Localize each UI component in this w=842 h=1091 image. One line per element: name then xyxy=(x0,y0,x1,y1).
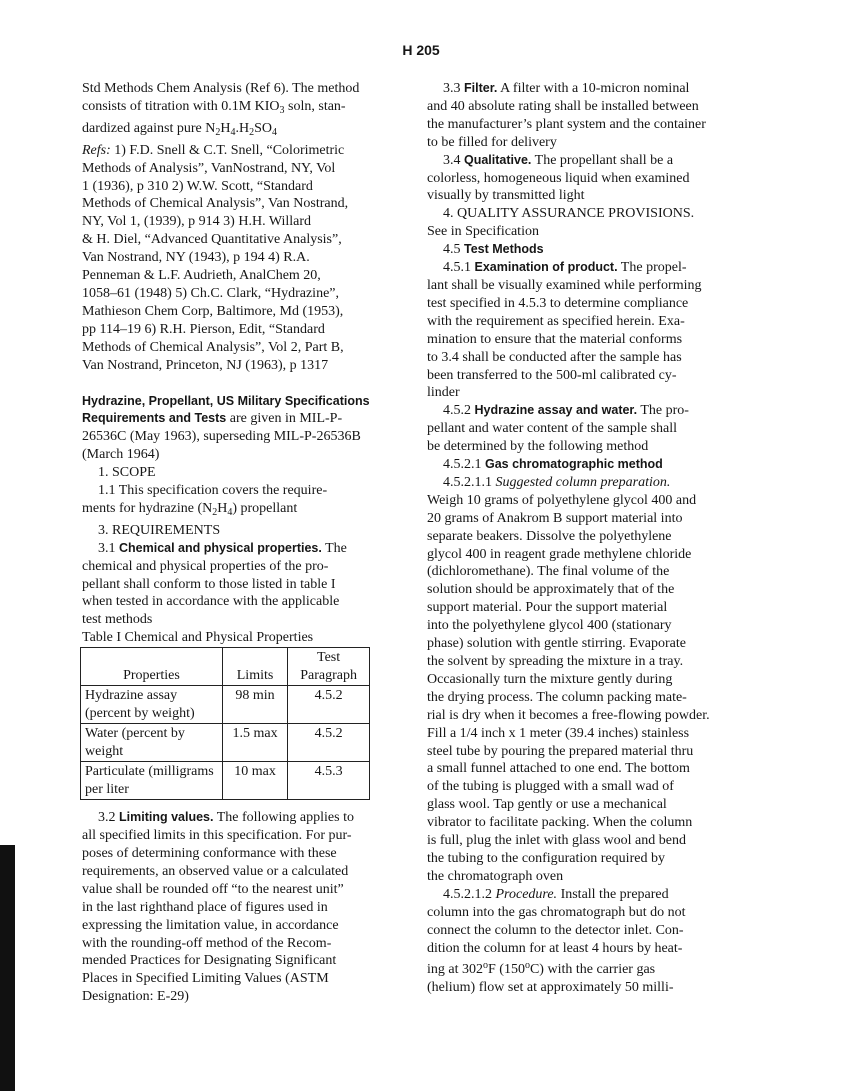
column-preparation-text: Weigh 10 grams of polyethylene glycol 400 and 20 grams of Anakrom B support material into separate beakers. Dissolve the polyethylene glycol 400 in reagent grade methylene chloride (dichloromethane). The final volume of the solution should be approximately that of the support material. Pour the support material into the polyethylene glycol 400 (stationary phase) solution with gentle stirring. Evaporate the solvent by spreading the mixture in a tray. Occasionally turn the mixture gently during the drying process. The column packing mate- rial is dry when it becomes a free-flowing powder. Fill a 1/4 inch x 1 meter (39.4 inches) stainless steel tube by pouring the prepared material thru a small funnel attached to one end. The bottom of the tubing is plugged with a small wad of glass wool. Tap gently or use a mechanical vibrator to facilitate packing. When the column is full, plug the inlet with glass wool and bend the tubing to the configuration required by the chromatograph oven xyxy=(427,492,710,884)
section-3-3: 3.3 Filter. A filter with a 10-micron nominal and 40 absolute rating shall be installed between the manufacturer’s plant system and the container to be filled for delivery xyxy=(427,81,706,150)
section-4-5-2-1-1: 4.5.2.1.1 Suggested column preparation. xyxy=(443,474,671,490)
refs-label: Refs: xyxy=(82,142,111,158)
references: Refs: 1) F.D. Snell & C.T. Snell, “Colorimetric Methods of Analysis”, VanNostrand, NY, Vol 1 (1936), p 310 2) W.W. Scott, “Standard Methods of Chemical Analysis”, Van Nostrand, NY, Vol 1, (1939), p 914 3) H.H. Willard & H. Diel, “Advanced Quantitative Analysis”, Van Nostrand, NY (1943), p 194 4) R.A. Penneman & L.F. Audrieth, AnalChem 20, 1058–61 (1948) 5) Ch.C. Clark, “Hydrazine”, Mathieson Chem Corp, Baltimore, Md (1953), pp 114–19 6) R.H. Pierson, Edit, “Standard Methods of Chemical Analysis”, Vol 2, Part B, Van Nostrand, Princeton, NJ (1963), p 1317 xyxy=(82,142,349,373)
table-row: Particulate (milligrams per liter 10 max 4.5.3 xyxy=(81,762,370,800)
page-number: H 205 xyxy=(402,42,440,58)
section-4-5-2-1-2: 4.5.2.1.2 Procedure. Install the prepared column into the gas chromatograph but do not connect the column to the detector inlet. Con- dition the column for at least 4 hours by heat- ing at 302$^o$F (150$^o$C) with the carrier gas (helium) flow set at approximately 50 milli- xyxy=(427,886,686,996)
table-row: Hydrazine assay (percent by weight) 98 min 4.5.2 xyxy=(81,686,370,724)
hydrazine-spec-paragraph: Hydrazine, Propellant, US Military Specifications Requirements and Tests are given in MIL-P- 26536C (May 1963), superseding MIL-P-26536B (March 1964) xyxy=(82,393,370,463)
table-caption: Table I Chemical and Physical Properties xyxy=(82,630,314,646)
hydrazine-spec-heading: Hydrazine, Propellant, US Military Specifications xyxy=(82,393,370,408)
header-properties: Properties xyxy=(81,648,223,686)
section-4-5: 4.5 Test Methods xyxy=(443,242,544,258)
section-1-1: 1.1 This specification covers the require- ments for hydrazine $(N_2H_4)$ propellant xyxy=(82,483,328,518)
section-4-5-1: 4.5.1 Examination of product. The propel- lant shall be visually examined while performing test specified in 4.5.3 to determine compliance with the requirement as specified herein. Exa- mination to ensure that the material conforms to 3.4 shall be conducted after the sample has been transferred to the 500-ml calibrated cy- linder xyxy=(427,260,702,401)
section-4-5-2-1: 4.5.2.1 Gas chromatographic method xyxy=(443,457,663,473)
section-3-1: 3.1 Chemical and physical properties. The chemical and physical properties of the pro- pellant shall conform to those listed in table I when tested in accordance with the applicable test methods xyxy=(82,540,347,628)
properties-table xyxy=(80,647,370,800)
quality-assurance-note: See in Specification xyxy=(427,224,539,240)
scan-edge-bar xyxy=(0,845,15,1091)
section-3-4: 3.4 Qualitative. The propellant shall be a colorless, homogeneous liquid when examined visually by transmitted light xyxy=(427,152,690,204)
section-3-2: 3.2 Limiting values. The following applies to all specified limits in this specification. For pur- poses of determining conformance with these requirements, an observed value or a calculated value shall be rounded off “to the nearest unit” in the last righthand place of figures used in expressing the limitation value, in accordance with the rounding-off method of the Recom- mended Practices for Designating Significant Places in Specified Limiting Values (ASTM Designation: E-29) xyxy=(82,810,354,1005)
header-limits: Limits xyxy=(222,648,287,686)
section-4-5-2: 4.5.2 Hydrazine assay and water. The pro- pellant and water content of the sample shall be determined by the following method xyxy=(427,403,689,455)
right-column xyxy=(427,80,739,997)
header-test-paragraph: Test Paragraph xyxy=(288,648,370,686)
table-row: Water (percent by weight 1.5 max 4.5.2 xyxy=(81,724,370,762)
std-methods-paragraph: Std Methods Chem Analysis (Ref 6). The method consists of titration with 0.1M $KIO_3$ soln, stan- dardized against pure $N_2H_4.H_2SO_4$ xyxy=(82,81,360,138)
left-column xyxy=(82,80,382,1006)
scope-heading: 1. SCOPE xyxy=(98,465,156,481)
requirements-heading: 3. REQUIREMENTS xyxy=(98,522,221,538)
quality-assurance-heading: 4. QUALITY ASSURANCE PROVISIONS. xyxy=(443,206,695,222)
